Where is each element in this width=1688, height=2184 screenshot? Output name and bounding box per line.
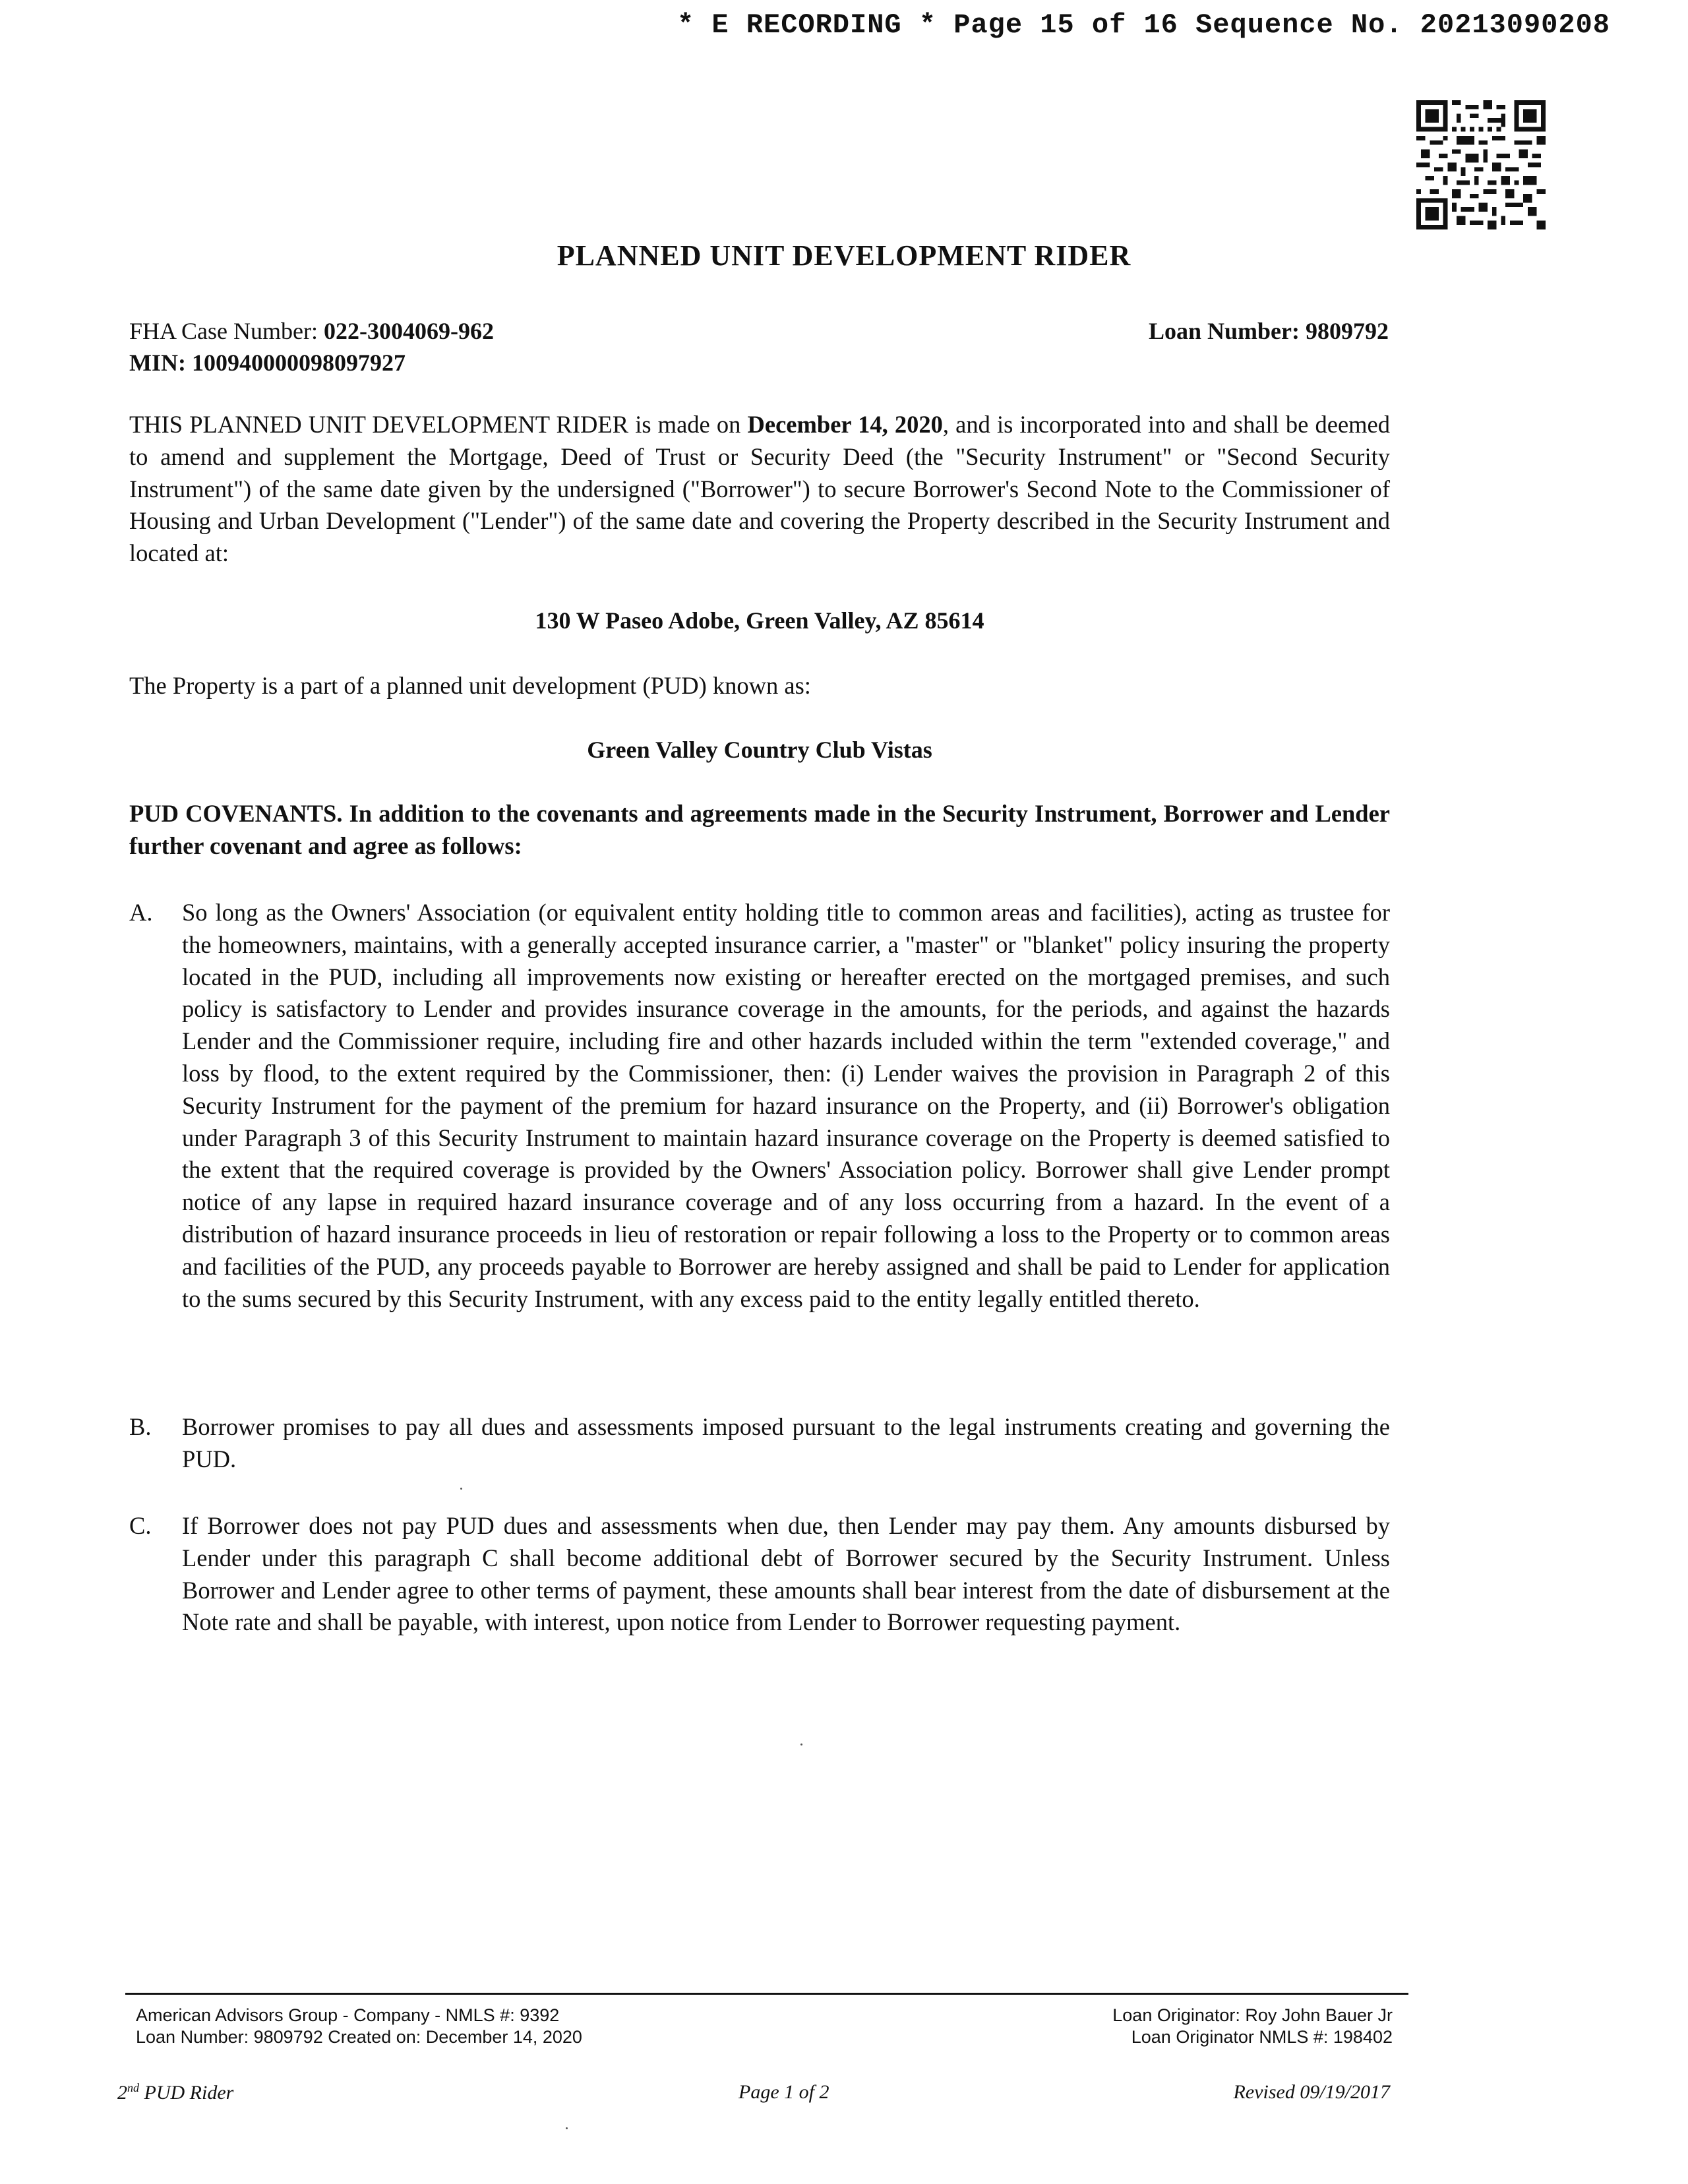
qr-code-icon <box>1416 100 1546 229</box>
footer-left <box>136 2005 582 2048</box>
scan-speck <box>800 1744 802 1745</box>
pud-name: Green Valley Country Club Vistas <box>587 737 932 763</box>
footer-divider <box>125 1993 1408 1995</box>
page-label: Page 1 of 2 <box>738 2081 829 2103</box>
min-label: MIN: <box>129 349 186 376</box>
scan-speck <box>460 1488 462 1490</box>
item-text: So long as the Owners' Association (or equivalent entity holding title to common areas and facilities), acting as trustee for the homeowners, maintains, with a generally accepted insurance carrier, a "master" or "blanket" policy insuring the property located in the PUD, including all improvements now existing or hereafter erected on the mortgaged premises, and such policy is satisfactory to Lender and provides insurance coverage in the amounts, for the periods, and against the hazards Lender and the Commissioner require, including fire and other hazards included within the term "extended coverage," and loss by flood, to the extent required by the Commissioner, then: (i) Lender waives the provision in Paragraph 2 of this Security Instrument for the payment of the premium for hazard insurance on the Property, and (ii) Borrower's obligation under Paragraph 3 of this Security Instrument to maintain hazard insurance coverage on the Property is deemed satisfied to the extent that the required coverage is provided by the Owners' Association policy. Borrower shall give Lender prompt notice of any lapse in required hazard insurance coverage and of any loss occurring from a hazard. In the event of a distribution of hazard insurance proceeds in lieu of restoration or repair following a loss to the Property or to common areas and facilities of the PUD, any proceeds payable to Borrower are hereby assigned and shall be paid to Lender for application to the sums secured by this Security Instrument, with any excess paid to the entity legally entitled thereto. <box>182 899 1390 1312</box>
document-title: PLANNED UNIT DEVELOPMENT RIDER <box>557 239 1131 272</box>
min-number: 100940000098097927 <box>191 349 406 376</box>
fha-case-label: FHA Case Number: <box>129 318 318 344</box>
loan-number-info <box>1149 315 1389 347</box>
intro-text-end: , and is incorporated into and shall be deemed to amend and supplement the Mortgage, Deed of Trust or Security Deed (the "Security Instrument" or "Second Security Instrument") of the same date given by the undersigned ("Borrower") to secure Borrower's Second Note to the Commissioner of Housing and Urban Development ("Lender") of the same date and covering the Property described in the Security Instrument and located at: <box>129 411 1391 567</box>
covenant-item-a <box>129 897 1390 1315</box>
revised-label: Revised 09/19/2017 <box>1233 2081 1390 2103</box>
item-text: If Borrower does not pay PUD dues and assessments when due, then Lender may pay them. Any amounts disbursed by Lender under this paragraph C shall become additional debt of Borrower secured by the Security Instrument. Unless Borrower and Lender agree to other terms of payment, these amounts shall bear interest from the date of disbursement at the Note rate and shall be payable, with interest, upon notice from Lender to Borrower requesting payment. <box>182 1512 1390 1636</box>
footer-company: American Advisors Group - Company - NMLS #: 9392 <box>136 2005 560 2025</box>
item-letter: C. <box>129 1512 152 1539</box>
footer-right <box>1112 2005 1393 2048</box>
footer-originator: Loan Originator: Roy John Bauer Jr <box>1112 2005 1393 2025</box>
property-address: 130 W Paseo Adobe, Green Valley, AZ 85614 <box>535 607 984 634</box>
recording-stamp: * E RECORDING * Page 15 of 16 Sequence No. 20213090208 <box>677 9 1610 41</box>
covenant-item-b <box>129 1411 1390 1476</box>
case-info <box>129 315 494 379</box>
loan-number-value: 9809792 <box>1306 318 1389 344</box>
loan-number-label: Loan Number: <box>1148 318 1300 344</box>
intro-paragraph <box>129 409 1390 570</box>
fha-case-number: 022-3004069-962 <box>323 318 494 344</box>
covenant-item-c <box>129 1510 1390 1639</box>
item-text: Borrower promises to pay all dues and assessments imposed pursuant to the legal instruments creating and governing the PUD. <box>182 1413 1390 1472</box>
intro-text-start: THIS PLANNED UNIT DEVELOPMENT RIDER is made on <box>129 411 741 438</box>
intro-date: December 14, 2020 <box>747 411 943 438</box>
covenants-heading: PUD COVENANTS. In addition to the covenants and agreements made in the Security Instrument, Borrower and Lender further covenant and agree as follows: <box>129 800 1390 859</box>
pud-intro: The Property is a part of a planned unit development (PUD) known as: <box>129 672 811 699</box>
scan-speck <box>566 2127 568 2129</box>
item-letter: B. <box>129 1413 152 1440</box>
footer-originator-nmls: Loan Originator NMLS #: 198402 <box>1131 2027 1393 2047</box>
min-line <box>129 347 494 379</box>
item-letter: A. <box>129 899 153 926</box>
form-name: 2nd PUD Rider <box>117 2081 234 2104</box>
footer-loan: Loan Number: 9809792 Created on: December 14, 2020 <box>136 2027 582 2047</box>
fha-case-line <box>129 315 494 347</box>
